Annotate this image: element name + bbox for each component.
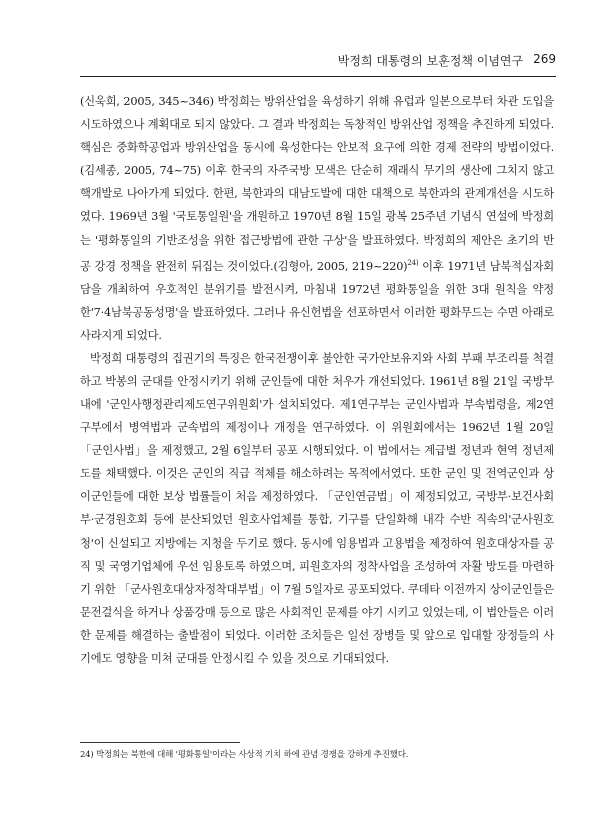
paragraph-1-part-a: (신욱희, 2005, 345~346) 박정희는 방위산업을 육성하기 위해 유럽과 일본으로부터 차관 도입을 시도하였으나 계획대로 되지 않았다. 그 결과 박정희는 독창적인 방위산업 정책을 추진하게 되었다. 핵심은 중화학공업과 방위산업을 동시에 육성한다는 안보적 요구에 의한 경제 전략의 방법이었다.(김세종, 2005, 74~75) 이후 한국의 자주국방 모색은 단순히 재래식 무기의 생산에 그치지 않고 핵개발로 나아가게 되었다. 한편, 북한과의 대남도발에 대한 대책으로 북한과의 관계개선을 시도하였다. 1969년 3월 '국토통일원'을 개원하고 1970년 8월 15일 광복 25주년 기념식 연설에 박정희는 '평화통일의 기반조성을 위한 접근방법에 관한 구상'을 발표하였다. 박정희의 제안은 초기의 반공 강경 정책을 완전히 뒤집는 것이었다.(김형아, 2005, 219~220) <box>80 95 554 273</box>
paragraph-1 <box>80 90 554 347</box>
header-rule <box>80 76 556 77</box>
footnote-number: 24) <box>80 750 94 760</box>
paragraph-2: 박정희 대통령의 집권기의 특징은 한국전쟁이후 불안한 국가안보유지와 사회 부패 부조리를 척결하고 박봉의 군대를 안정시키기 위해 군인들에 대한 처우가 개선되었다. 1961년 8월 21일 국방부 내에 '군인사행정관리제도연구위원회'가 설치되었다. 제1연구부는 군인사법과 부속법령을, 제2연구부에서 병역법과 군속법의 제정이나 개정을 연구하였다. 이 위원회에서는 1962년 1월 20일 「군인사법」을 제정했고, 2월 6일부터 공포 시행되었다. 이 법에서는 계급별 정년과 현역 정년제도를 채택했다. 이것은 군인의 직급 적체를 해소하려는 목적에서였다. 또한 군인 및 전역군인과 상이군인들에 대한 보상 법률들이 처음 제정하였다. 「군인연금법」이 제정되었고, 국방부·보건사회부·군경원호회 등에 분산되었던 원호사업체를 통합, 기구를 단일화해 내각 수반 직속의'군사원호청'이 신설되고 지방에는 지청을 두기로 했다. 동시에 임용법과 고용법을 제정하여 원호대상자를 공직 및 국영기업체에 우선 임용토록 하였으며, 피원호자의 정착사업을 조성하여 자활 방도를 마련하기 위한 「군사원호대상자정착대부법」이 7월 5일자로 공포되었다. 쿠데타 이전까지 상이군인들은 문전걸식을 하거나 상품강매 등으로 많은 사회적인 문제를 야기 시키고 있었는데, 이 법안들은 이러한 문제를 해결하는 출발점이 되었다. 이러한 조치들은 일선 장병들 및 앞으로 입대할 장정들의 사기에도 영향을 미쳐 군대를 안정시킬 수 있을 것으로 기대되었다. <box>80 351 554 666</box>
running-title: 박정희 대통령의 보훈정책 이념연구 <box>337 54 524 68</box>
body-text <box>80 90 554 670</box>
paragraph-1-part-b: 이후 1971년 남북적십자회담을 개최하여 우호적인 분위기를 발전시켜, 마침내 1972년 평화통일을 위한 3대 원칙을 약정한'7·4남북공동성명'을 발표하였다. 그러나 유신헌법을 선포하면서 이러한 평화무드는 수면 아래로 사라지게 되었다. <box>80 259 554 342</box>
running-header <box>80 52 556 69</box>
footnote-24 <box>80 749 554 761</box>
page-number: 269 <box>533 52 556 66</box>
footnote-ref-24[interactable]: 24) <box>407 258 419 267</box>
footnote-text: 박정희는 북한에 대해 '평화통일'이라는 사상적 기치 하에 관념 경쟁을 강하게 추진했다. <box>93 750 409 760</box>
footnote-rule <box>80 742 240 743</box>
